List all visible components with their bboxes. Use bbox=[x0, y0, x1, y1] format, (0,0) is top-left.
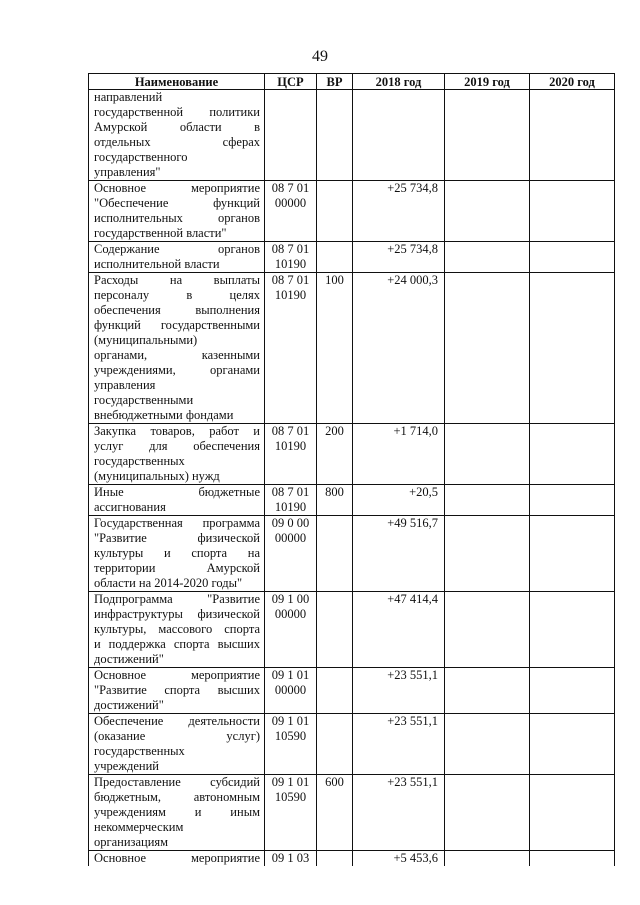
name-line: исполнительной власти bbox=[94, 257, 220, 271]
cell-name bbox=[89, 90, 265, 181]
name-line: услуг для обеспечения bbox=[94, 439, 260, 453]
cell-year-2019 bbox=[445, 273, 530, 424]
cell-year-2020 bbox=[530, 851, 615, 867]
name-line: персоналу в целях bbox=[94, 288, 260, 302]
cell-csr bbox=[265, 181, 317, 242]
table-row bbox=[89, 851, 615, 867]
name-line: "Развитие спорта высших bbox=[94, 683, 260, 697]
cell-year-2018: +25 734,8 bbox=[353, 242, 445, 273]
table-row bbox=[89, 516, 615, 592]
name-line: организациям bbox=[94, 835, 169, 849]
csr-line: 10190 bbox=[274, 439, 307, 453]
cell-year-2020 bbox=[530, 242, 615, 273]
cell-name bbox=[89, 516, 265, 592]
csr-line: 09 1 01 bbox=[271, 668, 310, 682]
name-line: Расходы на выплаты bbox=[94, 273, 260, 287]
name-line: управления bbox=[94, 378, 156, 392]
name-line: Содержание органов bbox=[94, 242, 260, 256]
cell-vr bbox=[317, 181, 353, 242]
cell-year-2020 bbox=[530, 775, 615, 851]
cell-vr: 800 bbox=[317, 485, 353, 516]
cell-year-2019 bbox=[445, 242, 530, 273]
cell-year-2020 bbox=[530, 668, 615, 714]
table-row bbox=[89, 181, 615, 242]
cell-year-2018: +5 453,6 bbox=[353, 851, 445, 867]
csr-line: 08 7 01 bbox=[271, 485, 310, 499]
cell-year-2018: +25 734,8 bbox=[353, 181, 445, 242]
cell-csr bbox=[265, 242, 317, 273]
csr-line: 08 7 01 bbox=[271, 273, 310, 287]
name-line: учреждений bbox=[94, 759, 159, 773]
cell-year-2020 bbox=[530, 90, 615, 181]
cell-vr bbox=[317, 668, 353, 714]
name-line: и поддержка спорта высших bbox=[94, 637, 260, 651]
name-line: (оказание услуг) bbox=[94, 729, 260, 743]
cell-year-2018: +47 414,4 bbox=[353, 592, 445, 668]
cell-name bbox=[89, 668, 265, 714]
name-line: отдельных сферах bbox=[94, 135, 260, 149]
name-line: ассигнования bbox=[94, 500, 166, 514]
cell-csr bbox=[265, 516, 317, 592]
name-line: Предоставление субсидий bbox=[94, 775, 260, 789]
csr-line: 00000 bbox=[274, 196, 307, 210]
name-line: внебюджетными фондами bbox=[94, 408, 234, 422]
cell-year-2019 bbox=[445, 714, 530, 775]
cell-name bbox=[89, 775, 265, 851]
cell-name bbox=[89, 714, 265, 775]
name-line: Подпрограмма "Развитие bbox=[94, 592, 260, 606]
csr-line: 09 1 01 bbox=[271, 775, 310, 789]
cell-vr: 600 bbox=[317, 775, 353, 851]
csr-line: 10190 bbox=[274, 500, 307, 514]
name-line: (муниципальных) нужд bbox=[94, 469, 220, 483]
name-line: Иные бюджетные bbox=[94, 485, 260, 499]
cell-csr bbox=[265, 714, 317, 775]
name-line: "Обеспечение функций bbox=[94, 196, 260, 210]
cell-year-2020 bbox=[530, 181, 615, 242]
cell-name bbox=[89, 485, 265, 516]
cell-year-2019 bbox=[445, 668, 530, 714]
cell-name bbox=[89, 851, 265, 867]
name-line: (муниципальными) bbox=[94, 333, 198, 347]
table-row bbox=[89, 485, 615, 516]
header-2020: 2020 год bbox=[530, 74, 615, 90]
name-line: Обеспечение деятельности bbox=[94, 714, 260, 728]
cell-year-2019 bbox=[445, 424, 530, 485]
name-line: учреждениям и иным bbox=[94, 805, 260, 819]
cell-vr: 200 bbox=[317, 424, 353, 485]
table-row bbox=[89, 242, 615, 273]
table-row bbox=[89, 90, 615, 181]
name-line: функций государственными bbox=[94, 318, 260, 332]
name-line: государственной политики bbox=[94, 105, 260, 119]
cell-year-2020 bbox=[530, 592, 615, 668]
name-line: органами, казенными bbox=[94, 348, 260, 362]
name-line: области на 2014-2020 годы" bbox=[94, 576, 243, 590]
header-name: Наименование bbox=[89, 74, 265, 90]
name-line: территории Амурской bbox=[94, 561, 260, 575]
header-vr: ВР bbox=[317, 74, 353, 90]
csr-line: 10190 bbox=[274, 288, 307, 302]
header-csr: ЦСР bbox=[265, 74, 317, 90]
csr-line: 10190 bbox=[274, 257, 307, 271]
name-line: достижений" bbox=[94, 652, 164, 666]
name-line: государственных bbox=[94, 454, 185, 468]
name-line: Основное мероприятие bbox=[94, 181, 260, 195]
cell-year-2018: +49 516,7 bbox=[353, 516, 445, 592]
csr-line: 08 7 01 bbox=[271, 181, 310, 195]
cell-year-2019 bbox=[445, 516, 530, 592]
table-row bbox=[89, 424, 615, 485]
table-row bbox=[89, 775, 615, 851]
csr-line: 10590 bbox=[274, 729, 307, 743]
cell-year-2020 bbox=[530, 516, 615, 592]
name-line: Государственная программа bbox=[94, 516, 260, 530]
name-line: государственных bbox=[94, 744, 185, 758]
header-2019: 2019 год bbox=[445, 74, 530, 90]
cell-vr bbox=[317, 714, 353, 775]
name-line: исполнительных органов bbox=[94, 211, 260, 225]
cell-vr bbox=[317, 592, 353, 668]
cell-year-2020 bbox=[530, 714, 615, 775]
cell-csr bbox=[265, 485, 317, 516]
cell-csr bbox=[265, 424, 317, 485]
cell-year-2020 bbox=[530, 273, 615, 424]
name-line: некоммерческим bbox=[94, 820, 184, 834]
cell-vr bbox=[317, 242, 353, 273]
name-line: учреждениями, органами bbox=[94, 363, 260, 377]
name-line: Основное мероприятие bbox=[94, 668, 260, 682]
name-line: культуры и спорта на bbox=[94, 546, 260, 560]
cell-year-2018: +20,5 bbox=[353, 485, 445, 516]
table-header-row bbox=[89, 74, 615, 90]
budget-table bbox=[88, 73, 615, 866]
cell-name bbox=[89, 273, 265, 424]
cell-vr bbox=[317, 90, 353, 181]
cell-year-2018: +23 551,1 bbox=[353, 775, 445, 851]
cell-name bbox=[89, 592, 265, 668]
name-line: инфраструктуры физической bbox=[94, 607, 260, 621]
cell-vr bbox=[317, 516, 353, 592]
table-row bbox=[89, 592, 615, 668]
csr-line: 09 0 00 bbox=[271, 516, 310, 530]
cell-vr: 100 bbox=[317, 273, 353, 424]
csr-line: 09 1 03 bbox=[271, 851, 310, 865]
csr-line: 08 7 01 bbox=[271, 424, 310, 438]
cell-year-2018: +24 000,3 bbox=[353, 273, 445, 424]
cell-year-2019 bbox=[445, 775, 530, 851]
table-body bbox=[89, 90, 615, 867]
name-line: обеспечения выполнения bbox=[94, 303, 260, 317]
cell-vr bbox=[317, 851, 353, 867]
cell-year-2020 bbox=[530, 424, 615, 485]
name-line: государственного bbox=[94, 150, 188, 164]
cell-csr bbox=[265, 775, 317, 851]
csr-line: 00000 bbox=[274, 531, 307, 545]
cell-csr bbox=[265, 90, 317, 181]
name-line: культуры, массового спорта bbox=[94, 622, 260, 636]
cell-year-2020 bbox=[530, 485, 615, 516]
cell-name bbox=[89, 242, 265, 273]
name-line: государственными bbox=[94, 393, 194, 407]
cell-csr bbox=[265, 668, 317, 714]
cell-year-2018: +23 551,1 bbox=[353, 668, 445, 714]
cell-year-2019 bbox=[445, 851, 530, 867]
header-2018: 2018 год bbox=[353, 74, 445, 90]
table-row bbox=[89, 714, 615, 775]
cell-year-2019 bbox=[445, 90, 530, 181]
csr-line: 09 1 01 bbox=[271, 714, 310, 728]
page-number: 49 bbox=[312, 48, 328, 65]
csr-line: 00000 bbox=[274, 607, 307, 621]
cell-year-2018: +1 714,0 bbox=[353, 424, 445, 485]
name-line: управления" bbox=[94, 165, 161, 179]
cell-name bbox=[89, 424, 265, 485]
cell-year-2019 bbox=[445, 181, 530, 242]
cell-name bbox=[89, 181, 265, 242]
name-line: направлений bbox=[94, 90, 163, 104]
csr-line: 00000 bbox=[274, 683, 307, 697]
csr-line: 09 1 00 bbox=[271, 592, 310, 606]
name-line: Амурской области в bbox=[94, 120, 260, 134]
table-row bbox=[89, 273, 615, 424]
cell-year-2019 bbox=[445, 485, 530, 516]
cell-csr bbox=[265, 851, 317, 867]
name-line: Закупка товаров, работ и bbox=[94, 424, 260, 438]
cell-csr bbox=[265, 592, 317, 668]
cell-year-2018: +23 551,1 bbox=[353, 714, 445, 775]
cell-csr bbox=[265, 273, 317, 424]
name-line: Основное мероприятие bbox=[94, 851, 260, 865]
name-line: достижений" bbox=[94, 698, 164, 712]
name-line: государственной власти" bbox=[94, 226, 227, 240]
name-line: "Развитие физической bbox=[94, 531, 260, 545]
cell-year-2019 bbox=[445, 592, 530, 668]
table-row bbox=[89, 668, 615, 714]
csr-line: 08 7 01 bbox=[271, 242, 310, 256]
name-line: бюджетным, автономным bbox=[94, 790, 260, 804]
csr-line: 10590 bbox=[274, 790, 307, 804]
cell-year-2018 bbox=[353, 90, 445, 181]
